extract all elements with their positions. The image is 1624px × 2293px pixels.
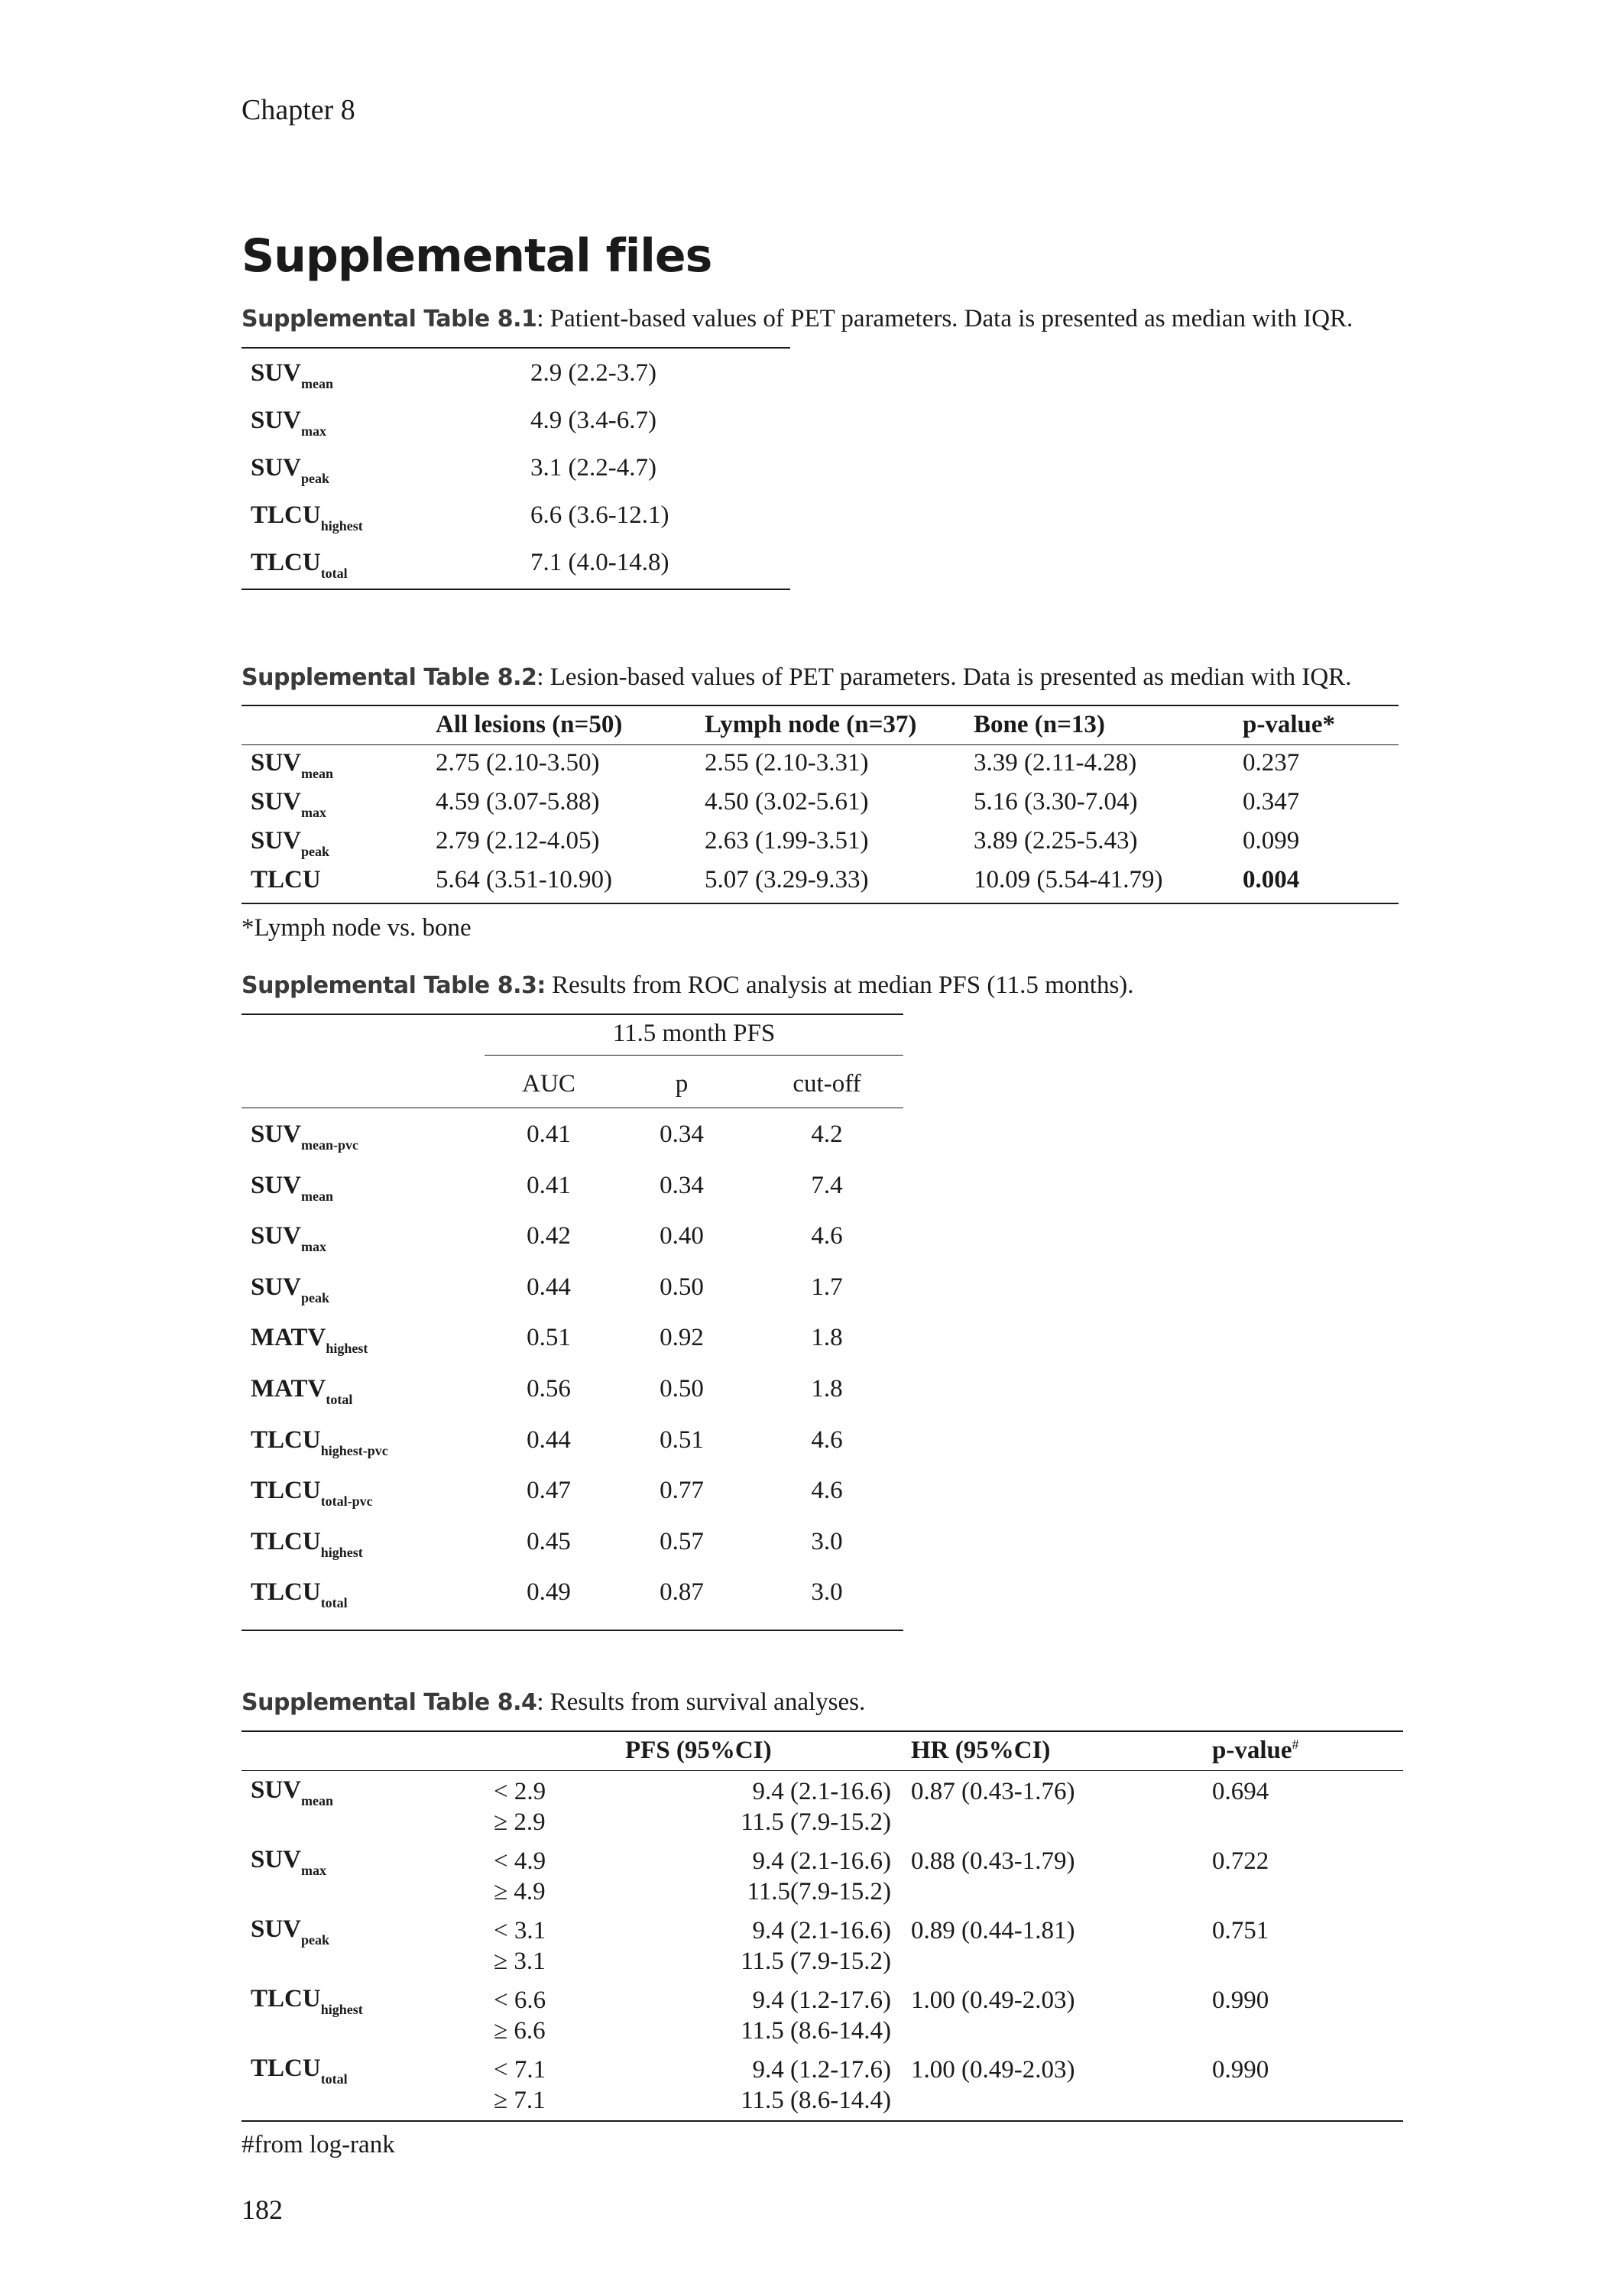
all-lesions-cell: 2.79 (2.12-4.05)	[436, 827, 600, 855]
cutoff-cell: 4.2	[811, 1121, 843, 1148]
value-cell: 4.9 (3.4-6.7)	[530, 407, 656, 434]
table-row	[241, 1412, 903, 1464]
table-row	[241, 448, 790, 495]
p-value-cell: 0.722	[1212, 1847, 1269, 1875]
p-value-cell: 0.694	[1212, 1778, 1269, 1805]
parameter-name: TLCU	[251, 1578, 321, 1607]
p-cell: 0.92	[660, 1324, 704, 1352]
hr-cell: 0.89 (0.44-1.81)	[911, 1917, 1075, 1944]
value-cell: 6.6 (3.6-12.1)	[530, 501, 669, 529]
auc-cell: 0.44	[527, 1273, 571, 1301]
table2-header-rule	[241, 744, 1399, 745]
table3-top-rule	[241, 1014, 903, 1015]
parameter-cell	[241, 1158, 485, 1209]
table3-caption-text: Results from ROC analysis at median PFS (11.5 months).	[545, 971, 1134, 999]
hr-cell: 1.00 (0.49-2.03)	[911, 2056, 1075, 2084]
table-row	[241, 744, 1399, 783]
threshold-above: ≥ 2.9	[494, 1808, 546, 1836]
p-cell: 0.50	[660, 1273, 704, 1301]
cutoff-cell: 4.6	[811, 1477, 843, 1505]
pfs-above: 11.5 (7.9-15.2)	[741, 1948, 891, 1975]
parameter-cell	[241, 861, 436, 900]
pfs-below: 9.4 (2.1-16.6)	[752, 1847, 891, 1875]
threshold-below: < 2.9	[494, 1778, 546, 1805]
parameter-cell	[241, 1361, 485, 1412]
parameter-subscript: peak	[301, 844, 330, 859]
parameter-cell	[241, 1260, 485, 1311]
threshold-above: ≥ 6.6	[494, 2017, 546, 2045]
parameter-name: TLCU	[251, 1985, 321, 2012]
parameter-cell	[241, 1107, 485, 1158]
p-value-cell: 0.990	[1212, 1987, 1269, 2014]
all-lesions-cell: 5.64 (3.51-10.90)	[436, 866, 612, 894]
parameter-cell	[241, 1208, 485, 1260]
parameter-subscript: max	[301, 805, 327, 820]
pfs-below: 9.4 (2.1-16.6)	[752, 1917, 891, 1944]
table4-header-pvalue-mark: #	[1292, 1737, 1299, 1752]
parameter-cell	[241, 401, 530, 448]
pfs-above: 11.5 (8.6-14.4)	[741, 2017, 891, 2045]
parameter-name: SUV	[251, 359, 302, 387]
pfs-below: 9.4 (2.1-16.6)	[752, 1778, 891, 1805]
parameter-cell	[241, 1909, 494, 1979]
parameter-subscript: total	[320, 566, 348, 581]
threshold-cell	[494, 1770, 692, 1840]
p-value-cell: 0.990	[1212, 2056, 1269, 2084]
pfs-below: 9.4 (1.2-17.6)	[752, 1987, 891, 2014]
parameter-subscript: highest	[320, 2002, 363, 2017]
table3-label: Supplemental Table 8.3:	[241, 972, 546, 999]
table2-label: Supplemental Table 8.2	[241, 664, 537, 691]
parameter-cell	[241, 448, 530, 495]
bone-cell: 10.09 (5.54-41.79)	[974, 866, 1163, 894]
parameter-cell	[241, 1412, 485, 1464]
parameter-subscript: peak	[301, 1932, 330, 1948]
parameter-name: MATV	[251, 1324, 326, 1352]
parameter-name: TLCU	[251, 501, 321, 529]
cutoff-cell: 3.0	[811, 1578, 843, 1607]
table-row	[241, 1514, 903, 1565]
table3	[241, 1070, 903, 1616]
parameter-name: TLCU	[251, 549, 321, 576]
threshold-below: < 7.1	[494, 2056, 546, 2084]
table2-header-all: All lesions (n=50)	[436, 711, 623, 738]
lymph-node-cell: 4.50 (3.02-5.61)	[705, 788, 869, 816]
table4-header-row	[241, 1737, 1403, 1770]
auc-cell: 0.47	[527, 1477, 571, 1505]
auc-cell: 0.41	[527, 1171, 571, 1199]
parameter-name: TLCU	[251, 866, 321, 894]
parameter-cell	[241, 543, 530, 590]
cutoff-cell: 3.0	[811, 1527, 843, 1555]
parameter-cell	[241, 1979, 494, 2048]
table3-header-row	[241, 1070, 903, 1107]
table2-header-lymph: Lymph node (n=37)	[705, 711, 917, 738]
lymph-node-cell: 2.55 (2.10-3.31)	[705, 749, 869, 777]
parameter-cell	[241, 1565, 485, 1616]
table4-caption	[241, 1686, 865, 1717]
lymph-node-cell: 5.07 (3.29-9.33)	[705, 866, 869, 894]
p-value-cell: 0.004	[1243, 866, 1300, 894]
page-number: 182	[241, 2194, 283, 2225]
threshold-above: ≥ 7.1	[494, 2087, 546, 2114]
table1-caption	[241, 303, 1353, 333]
table-row	[241, 783, 1399, 822]
table4-header-rule	[241, 1770, 1403, 1771]
table-row	[241, 1260, 903, 1311]
table2-footnote: *Lymph node vs. bone	[241, 914, 472, 942]
pfs-below: 9.4 (1.2-17.6)	[752, 2056, 891, 2084]
table1-bottom-rule	[241, 589, 790, 590]
threshold-above: ≥ 4.9	[494, 1878, 546, 1905]
value-cell: 7.1 (4.0-14.8)	[530, 549, 669, 576]
cutoff-cell: 4.6	[811, 1425, 843, 1454]
parameter-name: SUV	[251, 1846, 302, 1873]
parameter-subscript: highest	[320, 1544, 363, 1560]
pfs-above: 11.5(7.9-15.2)	[747, 1878, 891, 1905]
parameter-cell	[241, 783, 436, 822]
table1	[241, 353, 790, 590]
parameter-cell	[241, 353, 530, 401]
parameter-name: SUV	[251, 1171, 302, 1199]
cutoff-cell: 4.6	[811, 1222, 843, 1250]
p-cell: 0.40	[660, 1222, 704, 1250]
parameter-name: SUV	[251, 1121, 302, 1148]
cutoff-cell: 1.8	[811, 1374, 843, 1403]
p-cell: 0.51	[660, 1425, 704, 1454]
cutoff-cell: 1.7	[811, 1273, 843, 1301]
threshold-above: ≥ 3.1	[494, 1948, 546, 1975]
parameter-subscript: highest-pvc	[320, 1442, 388, 1458]
table4	[241, 1737, 1403, 2118]
p-cell: 0.77	[660, 1477, 704, 1505]
table4-header-pfs: PFS (95%CI)	[625, 1737, 772, 1764]
auc-cell: 0.42	[527, 1222, 571, 1250]
p-cell: 0.50	[660, 1374, 704, 1403]
threshold-cell	[494, 1909, 692, 1979]
p-cell: 0.57	[660, 1527, 704, 1555]
table1-caption-text: : Patient-based values of PET parameters. Data is presented as median with IQR.	[536, 305, 1353, 332]
parameter-cell	[241, 1463, 485, 1514]
parameter-name: SUV	[251, 1273, 302, 1301]
table2-header-pvalue: p-value*	[1243, 711, 1336, 738]
hr-cell: 0.88 (0.43-1.79)	[911, 1847, 1075, 1875]
threshold-cell	[494, 1979, 692, 2048]
table-row	[241, 495, 790, 543]
p-cell: 0.34	[660, 1121, 704, 1148]
p-value-cell: 0.347	[1243, 788, 1300, 816]
parameter-subscript: total	[326, 1391, 353, 1407]
table-row	[241, 1770, 1403, 1840]
all-lesions-cell: 4.59 (3.07-5.88)	[436, 788, 600, 816]
table2-header-bone: Bone (n=13)	[974, 711, 1105, 738]
table4-header-hr: HR (95%CI)	[911, 1737, 1051, 1764]
auc-cell: 0.41	[527, 1121, 571, 1148]
parameter-name: MATV	[251, 1374, 326, 1403]
parameter-subscript: total-pvc	[320, 1494, 373, 1510]
parameter-subscript: mean	[301, 376, 334, 391]
auc-cell: 0.49	[527, 1578, 571, 1607]
p-value-cell: 0.751	[1212, 1917, 1269, 1944]
hr-cell: 1.00 (0.49-2.03)	[911, 1987, 1075, 2014]
parameter-name: TLCU	[251, 2055, 321, 2082]
threshold-below: < 4.9	[494, 1847, 546, 1875]
auc-cell: 0.45	[527, 1527, 571, 1555]
threshold-below: < 6.6	[494, 1987, 546, 2014]
parameter-name: SUV	[251, 749, 302, 777]
parameter-subscript: mean	[301, 766, 334, 781]
table2-bottom-rule	[241, 903, 1399, 904]
parameter-name: SUV	[251, 454, 302, 482]
parameter-subscript: peak	[301, 471, 330, 486]
parameter-name: TLCU	[251, 1477, 321, 1505]
auc-cell: 0.44	[527, 1425, 571, 1454]
table-row	[241, 1310, 903, 1361]
parameter-subscript: total	[320, 1595, 348, 1611]
parameter-name: TLCU	[251, 1425, 321, 1454]
threshold-cell	[494, 1840, 692, 1909]
pfs-cell	[692, 1770, 891, 1840]
parameter-subscript: peak	[301, 1289, 330, 1305]
parameter-subscript: highest	[326, 1341, 368, 1357]
table-row	[241, 543, 790, 590]
parameter-name: SUV	[251, 788, 302, 816]
pfs-cell	[692, 1840, 891, 1909]
table4-top-rule	[241, 1730, 1403, 1732]
table-row	[241, 1463, 903, 1514]
p-value-cell: 0.237	[1243, 749, 1300, 777]
table-row	[241, 353, 790, 401]
pfs-above: 11.5 (7.9-15.2)	[741, 1808, 891, 1836]
parameter-cell	[241, 1310, 485, 1361]
table3-header-p: p	[675, 1070, 689, 1098]
parameter-subscript: mean	[301, 1793, 334, 1808]
table-row	[241, 2048, 1403, 2118]
parameter-subscript: highest	[320, 518, 363, 534]
parameter-subscript: max	[301, 1239, 327, 1255]
parameter-name: SUV	[251, 1915, 302, 1943]
lymph-node-cell: 2.63 (1.99-3.51)	[705, 827, 869, 855]
table-row	[241, 1107, 903, 1158]
table2-caption-text: : Lesion-based values of PET parameters. Data is presented as median with IQR.	[536, 663, 1352, 691]
table-row	[241, 1909, 1403, 1979]
table4-bottom-rule	[241, 2120, 1403, 2122]
table3-header-cutoff: cut-off	[793, 1070, 861, 1098]
parameter-subscript: max	[301, 1863, 327, 1878]
parameter-subscript: max	[301, 423, 327, 439]
parameter-name: SUV	[251, 1776, 302, 1804]
pfs-cell	[692, 1979, 891, 2048]
table3-group-header: 11.5 month PFS	[612, 1020, 776, 1047]
table3-group-rule	[485, 1055, 903, 1056]
table-row	[241, 822, 1399, 861]
threshold-below: < 3.1	[494, 1917, 546, 1944]
table4-header-pvalue	[1212, 1737, 1403, 1770]
all-lesions-cell: 2.75 (2.10-3.50)	[436, 749, 600, 777]
value-cell: 2.9 (2.2-3.7)	[530, 359, 656, 387]
parameter-subscript: total	[320, 2071, 348, 2087]
table2-top-rule	[241, 705, 1399, 706]
parameter-subscript: mean	[301, 1188, 334, 1204]
hr-cell: 0.87 (0.43-1.76)	[911, 1778, 1075, 1805]
parameter-subscript: mean-pvc	[301, 1137, 359, 1153]
table3-bottom-rule	[241, 1630, 903, 1631]
table-row	[241, 1208, 903, 1260]
parameter-cell	[241, 744, 436, 783]
auc-cell: 0.56	[527, 1374, 571, 1403]
parameter-cell	[241, 1840, 494, 1909]
table4-label: Supplemental Table 8.4	[241, 1689, 537, 1716]
value-cell: 3.1 (2.2-4.7)	[530, 454, 656, 482]
table-row	[241, 861, 1399, 900]
cutoff-cell: 7.4	[811, 1171, 843, 1199]
pfs-cell	[692, 1909, 891, 1979]
bone-cell: 3.89 (2.25-5.43)	[974, 827, 1138, 855]
p-cell: 0.34	[660, 1171, 704, 1199]
parameter-name: SUV	[251, 407, 302, 434]
parameter-cell	[241, 495, 530, 543]
table2	[241, 711, 1399, 900]
parameter-cell	[241, 1514, 485, 1565]
table2-caption	[241, 661, 1351, 692]
table-row	[241, 1361, 903, 1412]
table3-header-auc: AUC	[522, 1070, 575, 1098]
table4-footnote: #from log-rank	[241, 2131, 395, 2158]
p-value-cell: 0.099	[1243, 827, 1300, 855]
threshold-cell	[494, 2048, 692, 2118]
table2-header-row	[241, 711, 1399, 744]
parameter-cell	[241, 1770, 494, 1840]
parameter-cell	[241, 2048, 494, 2118]
chapter-header: Chapter 8	[241, 94, 355, 126]
p-cell: 0.87	[660, 1578, 704, 1607]
bone-cell: 5.16 (3.30-7.04)	[974, 788, 1138, 816]
table3-caption	[241, 969, 1134, 1000]
table4-caption-text: : Results from survival analyses.	[536, 1688, 866, 1716]
parameter-name: SUV	[251, 1222, 302, 1250]
section-title: Supplemental files	[241, 229, 712, 283]
pfs-cell	[692, 2048, 891, 2118]
parameter-cell	[241, 822, 436, 861]
table-row	[241, 401, 790, 448]
pfs-above: 11.5 (8.6-14.4)	[741, 2087, 891, 2114]
parameter-name: TLCU	[251, 1527, 321, 1555]
table-row	[241, 1158, 903, 1209]
parameter-name: SUV	[251, 827, 302, 855]
table-row	[241, 1565, 903, 1616]
table-row	[241, 1979, 1403, 2048]
table1-top-rule	[241, 347, 790, 349]
table4-header-pvalue-text: p-value	[1212, 1737, 1292, 1764]
bone-cell: 3.39 (2.11-4.28)	[974, 749, 1137, 777]
table-row	[241, 1840, 1403, 1909]
auc-cell: 0.51	[527, 1324, 571, 1352]
cutoff-cell: 1.8	[811, 1324, 843, 1352]
table1-label: Supplemental Table 8.1	[241, 306, 537, 332]
